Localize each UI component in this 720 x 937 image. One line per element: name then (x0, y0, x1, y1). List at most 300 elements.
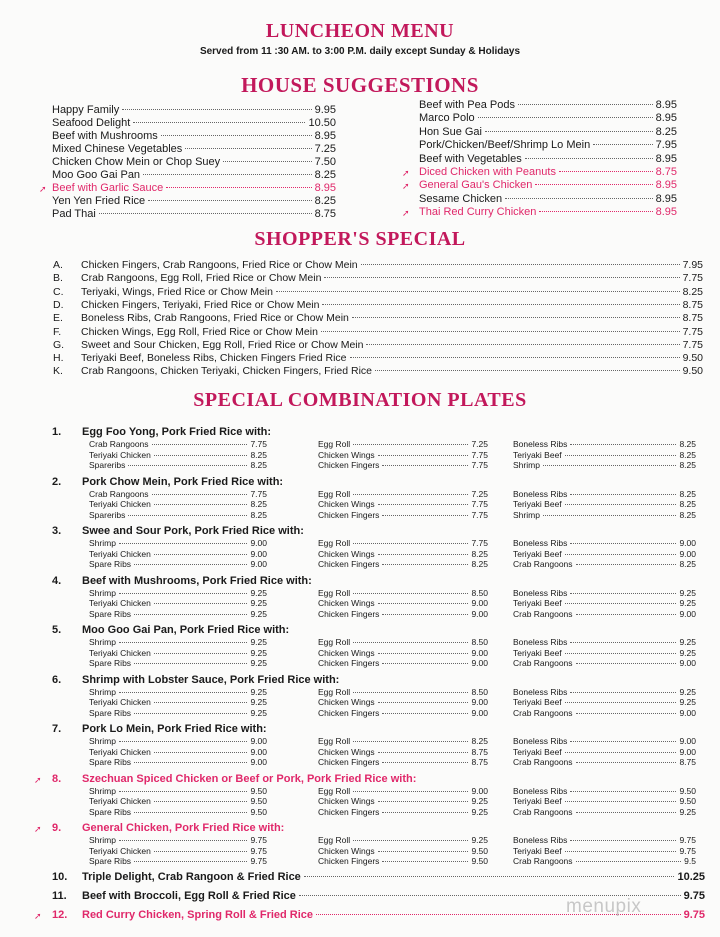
item-name-text: Teriyaki Chicken (89, 796, 151, 807)
item-name-text: Egg Roll (318, 488, 351, 499)
menu-item-row (513, 439, 696, 449)
menu-item-row (53, 286, 703, 298)
item-letter: K. (53, 365, 63, 378)
dot-leader (154, 752, 248, 753)
menu-item-row (53, 272, 703, 284)
item-name (89, 538, 116, 548)
item-name (89, 807, 131, 817)
plate-name: Swee and Sour Pork, Pork Fried Rice with: (82, 525, 304, 537)
item-name (318, 835, 350, 845)
dot-leader (576, 812, 677, 813)
menu-item-row (318, 835, 488, 845)
item-name (419, 206, 536, 219)
item-name (52, 208, 96, 221)
item-name (52, 156, 220, 169)
item-name-text: Teriyaki Chicken (89, 647, 151, 658)
item-price: 9.00 (471, 697, 488, 708)
item-name-text: Boneless Ribs (513, 538, 568, 548)
menu-item-row (513, 460, 696, 470)
dot-leader (161, 135, 312, 136)
item-name-text: Chicken Fingers (318, 856, 380, 867)
dot-leader (119, 741, 248, 742)
item-name-text: Beef with Garlic Sauce (52, 182, 164, 194)
dot-leader (134, 614, 247, 615)
item-name (89, 510, 125, 520)
item-name-text: Crab Rangoons (89, 488, 149, 499)
menu-item-row (513, 658, 696, 668)
item-name (53, 352, 347, 364)
plate-name: Shrimp with Lobster Sauce, Pork Fried Rice with: (82, 673, 340, 686)
item-price: 7.95 (682, 259, 703, 271)
dot-leader (570, 642, 676, 643)
item-letter: G. (53, 338, 65, 351)
plate-number: 3. (52, 525, 62, 537)
shoppers-special-heading: SHOPPER'S SPECIAL (254, 228, 466, 250)
dot-leader (565, 504, 677, 505)
item-name (89, 637, 116, 647)
item-name (82, 890, 296, 903)
dot-leader (154, 455, 248, 456)
dot-leader (185, 148, 311, 149)
item-name-text: Egg Roll (318, 637, 351, 647)
dot-leader (322, 304, 679, 305)
item-name (513, 835, 567, 845)
item-name-text: Mixed Chinese Vegetables (52, 143, 183, 155)
item-price: 9.75 (250, 856, 267, 867)
item-name-text: Chicken Fingers (318, 658, 380, 669)
dot-leader (321, 331, 680, 332)
menu-item-row (89, 439, 267, 449)
menu-item-row (513, 846, 696, 856)
item-price: 7.95 (655, 139, 677, 152)
item-name (318, 609, 379, 619)
item-name (318, 598, 375, 608)
item-name (53, 272, 321, 284)
dot-leader (505, 198, 652, 199)
menu-item-row (89, 736, 267, 746)
item-price: 8.25 (682, 285, 703, 298)
item-name-text: Beef with Pea Pods (419, 99, 516, 111)
item-name-text: Shrimp (89, 587, 116, 598)
item-name (89, 499, 151, 509)
item-name-text: Teriyaki Beef (513, 845, 562, 856)
item-name (52, 143, 182, 156)
item-price: 7.75 (682, 325, 703, 338)
item-name (53, 365, 372, 377)
item-name (89, 697, 151, 707)
dot-leader (378, 455, 469, 456)
item-price: 9.00 (471, 785, 488, 796)
menu-item-row (89, 559, 267, 569)
menu-item-row (52, 208, 336, 221)
dot-leader (353, 741, 468, 742)
menu-item-row (318, 736, 488, 746)
item-name (52, 130, 158, 143)
item-price: 9.00 (250, 559, 267, 570)
dot-leader (378, 653, 469, 654)
item-price: 9.00 (679, 548, 696, 559)
menu-item-row (513, 609, 696, 619)
item-name (318, 637, 350, 647)
item-name (419, 139, 590, 152)
item-name (513, 538, 567, 548)
item-name (89, 489, 149, 499)
item-name-text: Boneless Ribs (513, 686, 568, 697)
dot-leader (133, 122, 305, 123)
item-price: 9.00 (250, 757, 267, 768)
item-price: 7.75 (250, 488, 267, 499)
menu-item-row (52, 130, 336, 143)
menu-item-row (89, 489, 267, 499)
menu-item-row (318, 588, 488, 598)
dot-leader (576, 614, 677, 615)
item-name (89, 747, 151, 757)
item-name-text: Chicken Wings (318, 548, 375, 559)
item-name-text: Egg Roll (318, 538, 351, 548)
item-name (419, 193, 502, 206)
menu-item-row (89, 856, 267, 866)
dot-leader (143, 174, 312, 175)
item-price: 8.75 (655, 166, 677, 178)
item-name-text: Chicken Wings (318, 746, 375, 757)
item-name-text: Shrimp (89, 637, 116, 647)
item-name-text: Crab Rangoons, Chicken Teriyaki, Chicken Fingers, Fried Rice (81, 365, 373, 378)
item-price: 9.75 (250, 835, 267, 845)
item-price: 8.25 (314, 169, 336, 181)
item-price: 9.00 (471, 598, 488, 609)
item-name (89, 796, 151, 806)
dot-leader (543, 465, 677, 466)
item-price: 9.25 (679, 598, 696, 609)
plate-name: Moo Goo Gai Pan, Pork Fried Rice with: (82, 624, 290, 636)
item-letter: B. (53, 272, 63, 285)
item-price: 8.25 (679, 460, 696, 471)
dot-leader (570, 692, 676, 693)
item-name (513, 648, 562, 658)
served-hours: Served from 11 :30 AM. to 3:00 P.M. daily except Sunday & Holidays (199, 46, 521, 57)
item-name-text: Happy Family (52, 104, 120, 116)
item-name-text: Beef with Broccoli, Egg Roll & Fried Rice (82, 890, 296, 902)
menu-item-row (419, 179, 677, 192)
item-name-text: Chicken Wings, Egg Roll, Fried Rice or Chow Mein (81, 325, 318, 338)
item-name-text: Chicken Wings (318, 697, 375, 708)
menu-item-row (318, 538, 488, 548)
item-price: 9.50 (679, 785, 696, 796)
dot-leader (485, 131, 653, 132)
item-price: 8.95 (314, 182, 336, 194)
menu-title: LUNCHEON MENU (265, 20, 455, 42)
dot-leader (378, 752, 469, 753)
item-name (513, 796, 562, 806)
item-name (89, 708, 131, 718)
item-name-text: Chicken Fingers (318, 608, 380, 619)
item-price: 9.00 (679, 736, 696, 746)
dot-leader (154, 554, 248, 555)
dot-leader (324, 277, 679, 278)
menu-item-row (89, 450, 267, 460)
dot-leader (304, 876, 675, 877)
plate-number: 11. (52, 890, 67, 902)
item-name (318, 786, 350, 796)
item-price: 8.25 (250, 509, 267, 520)
dot-leader (382, 465, 468, 466)
dot-leader (99, 213, 312, 214)
menu-item-row (53, 365, 703, 377)
item-name-text: Crab Rangoons (89, 439, 149, 449)
item-price: 7.75 (471, 538, 488, 548)
item-name-text: Boneless Ribs (513, 587, 568, 598)
dot-leader (570, 593, 676, 594)
item-name-text: Boneless Ribs (513, 637, 568, 647)
item-price: 8.25 (679, 439, 696, 449)
dot-leader (543, 515, 677, 516)
dot-leader (134, 713, 247, 714)
item-name-text: Teriyaki Beef, Boneless Ribs, Chicken Fingers Fried Rice (81, 352, 347, 365)
item-name (419, 126, 482, 139)
item-name-text: General Gau's Chicken (419, 179, 533, 192)
dot-leader (593, 144, 652, 145)
dot-leader (565, 752, 677, 753)
item-name (513, 747, 562, 757)
dot-leader (350, 357, 680, 358)
item-name-text: Egg Roll (318, 587, 351, 598)
item-price: 9.75 (679, 835, 696, 845)
dot-leader (375, 370, 680, 371)
item-name (513, 786, 567, 796)
dot-leader (378, 554, 469, 555)
item-name-text: Shrimp (89, 785, 116, 796)
item-name-text: Crab Rangoons, Egg Roll, Fried Rice or Chow Mein (81, 272, 322, 285)
item-name-text: Boneless Ribs, Crab Rangoons, Fried Rice or Chow Mein (81, 312, 349, 325)
item-name-text: Teriyaki Beef (513, 449, 562, 460)
item-name-text: Egg Roll (318, 835, 351, 845)
menu-item-row (53, 312, 703, 324)
item-price: 8.75 (471, 757, 488, 768)
menu-item-row (513, 637, 696, 647)
item-price: 9.00 (471, 658, 488, 669)
item-name-text: Crab Rangoons (513, 757, 573, 768)
dot-leader (152, 494, 248, 495)
item-name (513, 559, 573, 569)
menu-item-row (318, 439, 488, 449)
menu-item-row (513, 598, 696, 608)
menu-item-row (89, 538, 267, 548)
dot-leader (559, 171, 653, 172)
item-name-text: Egg Roll (318, 686, 351, 697)
item-price: 9.75 (679, 845, 696, 856)
dot-leader (382, 762, 468, 763)
item-price: 8.50 (471, 686, 488, 697)
dot-leader (576, 663, 677, 664)
plate-number: 6. (52, 673, 62, 686)
dot-leader (119, 543, 248, 544)
item-price: 8.95 (655, 99, 677, 111)
dot-leader (128, 465, 247, 466)
menu-item-row (53, 299, 703, 311)
menu-item-row (89, 835, 267, 845)
item-name (318, 807, 379, 817)
item-price: 9.25 (679, 647, 696, 658)
item-price: 7.75 (471, 449, 488, 460)
dot-leader (223, 161, 311, 162)
item-price: 9.25 (679, 697, 696, 708)
menu-item-row (318, 708, 488, 718)
item-name (318, 559, 379, 569)
item-name-text: Chicken Wings (318, 845, 375, 856)
menu-item-row (89, 796, 267, 806)
item-price: 7.75 (471, 460, 488, 471)
item-price: 8.25 (679, 488, 696, 499)
item-name (513, 439, 567, 449)
item-price: 8.75 (679, 757, 696, 768)
item-name (318, 856, 379, 866)
item-name (513, 736, 567, 746)
menu-item-row (318, 648, 488, 658)
dot-leader (361, 264, 680, 265)
item-price: 8.50 (471, 637, 488, 647)
item-price: 9.25 (250, 647, 267, 658)
menu-item-row (89, 786, 267, 796)
item-name (89, 450, 151, 460)
plate-number: 10. (52, 871, 68, 883)
item-name-text: Teriyaki Chicken (89, 697, 151, 708)
item-name-text: Boneless Ribs (513, 439, 568, 449)
item-price: 9.50 (250, 796, 267, 807)
item-price: 8.25 (250, 460, 267, 471)
item-price: 7.75 (682, 272, 703, 285)
item-name-text: Spare Ribs (89, 757, 132, 768)
menu-item-row (82, 871, 705, 884)
dot-leader (565, 554, 677, 555)
item-price: 10.25 (677, 871, 705, 883)
dot-leader (565, 653, 677, 654)
dot-leader (134, 663, 247, 664)
item-price: 8.25 (679, 559, 696, 570)
item-price: 9.00 (250, 736, 267, 746)
item-name-text: Crab Rangoons (513, 608, 573, 619)
item-name-text: Spareribs (89, 460, 126, 471)
item-name-text: Sweet and Sour Chicken, Egg Roll, Fried Rice or Chow Mein (81, 338, 364, 351)
item-name (318, 439, 350, 449)
item-price: 9.00 (471, 647, 488, 658)
item-name (89, 687, 116, 697)
menu-item-row (318, 856, 488, 866)
menu-item-row (318, 489, 488, 499)
item-name-text: Shrimp (89, 538, 116, 548)
item-name (318, 736, 350, 746)
item-price: 8.25 (655, 125, 677, 138)
item-price: 8.95 (655, 192, 677, 205)
dot-leader (276, 291, 680, 292)
menu-item-row (318, 609, 488, 619)
menu-item-row (318, 499, 488, 509)
item-name (419, 166, 556, 179)
menu-item-row (89, 846, 267, 856)
item-price: 9.00 (250, 538, 267, 548)
highlight-arrow-icon: ➚ (402, 181, 410, 192)
item-letter: C. (53, 285, 64, 298)
item-price: 8.95 (655, 112, 677, 125)
dot-leader (119, 692, 248, 693)
dot-leader (154, 653, 248, 654)
item-name (89, 786, 116, 796)
item-price: 7.25 (471, 439, 488, 449)
plate-name: Pork Lo Mein, Pork Fried Rice with: (82, 723, 267, 735)
menu-item-row (89, 658, 267, 668)
item-name-text: Boneless Ribs (513, 736, 568, 746)
item-name-text: Crab Rangoons (513, 559, 573, 570)
item-name-text: Chicken Fingers, Teriyaki, Fried Rice or Chow Mein (81, 298, 320, 311)
item-name (318, 588, 350, 598)
menu-item-row (89, 609, 267, 619)
item-name-text: Teriyaki Beef (513, 548, 562, 559)
item-name-text: Pork/Chicken/Beef/Shrimp Lo Mein (419, 139, 591, 152)
item-name (89, 835, 116, 845)
menu-item-row (513, 510, 696, 520)
item-letter: E. (53, 312, 63, 325)
menu-item-row (52, 156, 336, 169)
item-name (318, 747, 375, 757)
dot-leader (382, 564, 468, 565)
item-price: 8.25 (679, 499, 696, 510)
item-price: 9.75 (683, 890, 705, 902)
item-name (513, 658, 573, 668)
item-name (89, 559, 131, 569)
plate-number: 12. (52, 909, 68, 921)
item-price: 8.95 (655, 152, 677, 165)
item-name (89, 736, 116, 746)
item-name (52, 182, 163, 195)
item-name-text: Chicken Wings (318, 598, 375, 609)
item-name (89, 609, 131, 619)
item-name-text: Teriyaki Beef (513, 499, 562, 510)
item-name (89, 846, 151, 856)
item-price: 9.75 (683, 909, 705, 921)
item-name (419, 99, 515, 112)
item-name-text: Spare Ribs (89, 707, 132, 718)
item-name-text: Diced Chicken with Peanuts (419, 166, 556, 178)
item-name (53, 286, 273, 298)
item-name (52, 117, 130, 130)
item-price: 9.50 (471, 845, 488, 856)
item-price: 9.50 (471, 856, 488, 867)
item-name (513, 708, 573, 718)
item-name-text: Chicken Fingers (318, 509, 380, 520)
dot-leader (353, 593, 468, 594)
item-name (89, 856, 131, 866)
highlight-arrow-icon: ➚ (34, 774, 42, 785)
menu-item-row (513, 588, 696, 598)
dot-leader (378, 702, 469, 703)
item-name-text: Chicken Wings (318, 647, 375, 658)
menu-item-row (318, 510, 488, 520)
dot-leader (576, 861, 682, 862)
dot-leader (119, 840, 248, 841)
item-name (513, 499, 562, 509)
menu-item-row (419, 139, 677, 152)
item-name-text: Spare Ribs (89, 559, 132, 570)
dot-leader (570, 741, 676, 742)
menu-item-row (318, 549, 488, 559)
item-name (318, 499, 375, 509)
menu-item-row (89, 757, 267, 767)
item-name (513, 588, 567, 598)
item-name (318, 510, 379, 520)
item-name-text: Chicken Fingers (318, 460, 380, 471)
menu-item-row (318, 796, 488, 806)
item-name-text: Boneless Ribs (513, 488, 568, 499)
plate-number: 1. (52, 426, 62, 438)
